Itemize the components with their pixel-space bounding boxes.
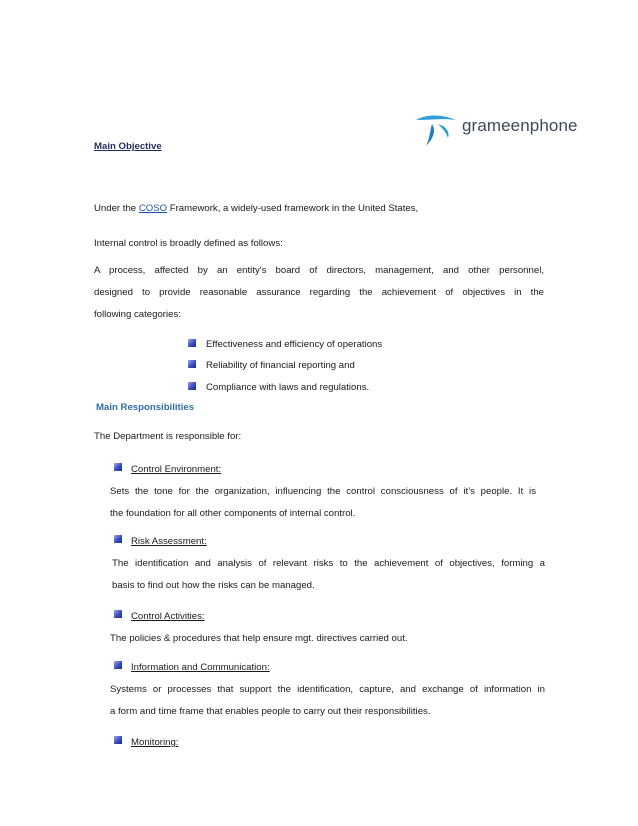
control-activities-line-1: The policies & procedures that help ensure mgt. directives carried out.: [110, 633, 408, 644]
bullet-square-icon: [114, 535, 122, 543]
category-item: Effectiveness and efficiency of operations: [206, 339, 383, 350]
information-communication-line-1: Systems or processes that support the identification, capture, and exchange of information in: [110, 684, 545, 695]
monitoring-title: Monitoring:: [131, 737, 179, 748]
coso-intro-before: Under the: [94, 203, 139, 214]
control-activities-title: Control Activities:: [131, 611, 205, 622]
control-environment-line-2: the foundation for all other components of internal control.: [110, 508, 356, 519]
bullet-square-icon: [188, 382, 196, 390]
coso-intro-after: Framework, a widely-used framework in the United States,: [167, 203, 419, 214]
control-environment-title: Control Environment:: [131, 464, 222, 475]
bullet-square-icon: [114, 736, 122, 744]
risk-assessment-title: Risk Assessment:: [131, 536, 207, 547]
information-communication-line-2: a form and time frame that enables people to carry out their responsibilities.: [110, 706, 431, 717]
risk-assessment-line-2: basis to find out how the risks can be managed.: [112, 580, 315, 591]
bullet-square-icon: [114, 463, 122, 471]
definition-line-2: designed to provide reasonable assurance regarding the achievement of objectives in the: [94, 287, 544, 298]
grameenphone-logo: [412, 112, 592, 148]
bullet-square-icon: [188, 360, 196, 368]
logo-text: grameenphone: [462, 116, 578, 135]
category-item: Compliance with laws and regulations.: [206, 382, 370, 393]
bullet-square-icon: [114, 661, 122, 669]
definition-text: Internal control is broadly defined as follows:: [94, 238, 283, 249]
risk-assessment-line-1: The identification and analysis of relevant risks to the achievement of objectives, forming a: [112, 558, 545, 569]
bullet-square-icon: [114, 610, 122, 618]
definition-line-3: following categories:: [94, 309, 181, 320]
coso-intro: [94, 203, 418, 215]
logo-mark-icon: [412, 112, 460, 148]
coso-link[interactable]: COSO: [138, 203, 168, 214]
information-communication-title: Information and Communication:: [131, 662, 270, 673]
bullet-square-icon: [188, 339, 196, 347]
main-objective-heading: Main Objective: [94, 141, 162, 152]
main-responsibilities-heading: Main Responsibilities: [96, 402, 195, 413]
definition-line-1: A process, affected by an entity's board of directors, management, and other personnel,: [94, 265, 544, 276]
category-item: Reliability of financial reporting and: [206, 360, 355, 371]
control-environment-line-1: Sets the tone for the organization, influencing the control consciousness of it’s people. It is: [110, 486, 536, 497]
responsibilities-intro: The Department is responsible for:: [94, 431, 242, 442]
